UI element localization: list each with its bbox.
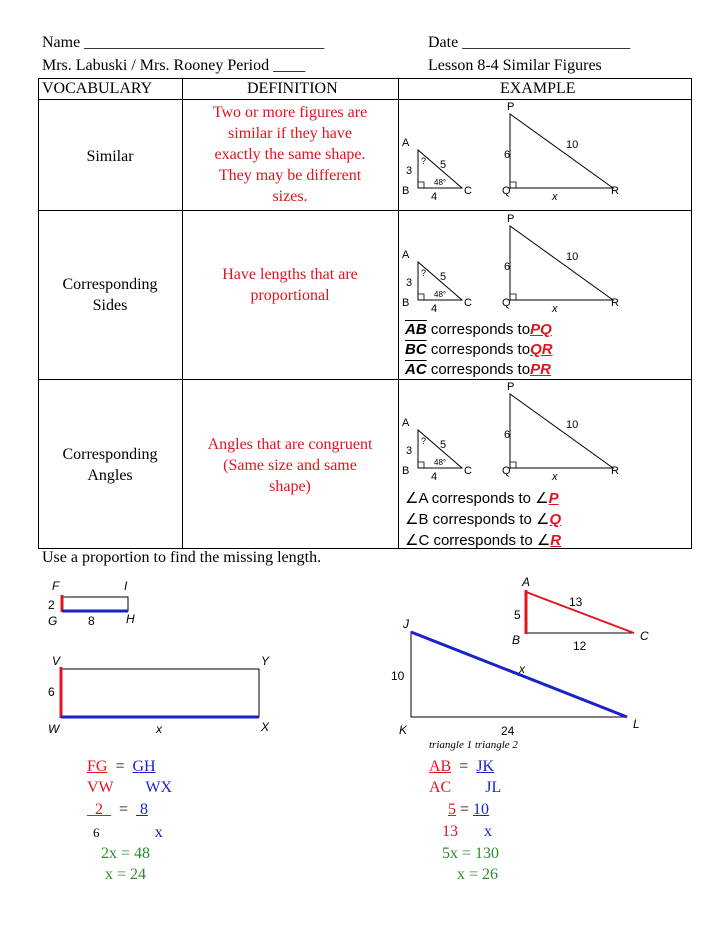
svg-text:8: 8 [88,614,95,628]
equation-answer: x = 24 [105,866,147,883]
definition-corresponding-angles: Angles that are congruent (Same size and same shape) [207,436,373,495]
value-8: 8 [140,801,149,818]
svg-text:4: 4 [431,303,438,315]
svg-text:P: P [507,382,515,393]
svg-text:2: 2 [48,598,55,612]
svg-text:W: W [48,722,60,736]
similar-right-triangles-figure [385,572,665,742]
svg-text:48°: 48° [434,458,447,467]
svg-text:R: R [611,185,619,197]
svg-text:4: 4 [431,191,438,203]
svg-text:x: x [519,662,525,676]
value-5: 5 [448,801,456,818]
svg-text:C: C [464,297,472,309]
svg-text:C: C [640,629,649,643]
svg-text:A: A [522,575,531,589]
svg-text:L: L [633,717,640,731]
col-header-vocabulary: VOCABULARY [42,80,153,97]
svg-text:10: 10 [391,669,405,683]
svg-text:?: ? [421,268,427,278]
ratio-jk: JK [476,758,495,775]
lesson-title: Lesson 8-4 Similar Figures [428,57,602,74]
definition-similar: Two or more figures are similar if they have exactly the same shape. They may be different sizes. [212,104,368,205]
equation-answer-2: x = 26 [457,866,499,883]
side-statement-ab: $\overline{AB}$ corresponds toPQ [405,321,552,338]
ratio-jl: JL [485,779,502,796]
svg-text:V: V [52,654,61,668]
svg-text:H: H [126,612,135,626]
svg-text:x: x [552,471,558,483]
svg-text:B: B [402,185,410,197]
svg-text:x: x [156,722,162,736]
similar-triangles-example-3 [398,382,690,486]
svg-text:48°: 48° [434,290,447,299]
svg-text:I: I [124,579,128,593]
svg-text:K: K [399,723,408,737]
term-corresponding-sides: Corresponding Sides [62,276,158,314]
ratio-wx: WX [145,779,173,796]
ratio-ac: AC [429,779,452,796]
similar-triangles-example-1 [398,100,690,208]
similar-triangles-example-2 [398,212,690,320]
svg-text:3: 3 [406,165,413,177]
name-line: Name ______________________________ [42,34,325,51]
svg-text:A: A [402,137,410,149]
svg-text:13: 13 [569,595,583,609]
svg-text:Q: Q [502,465,511,477]
equation-cross-multiply-2: 5x = 130 [442,845,500,862]
svg-text:C: C [464,465,472,477]
svg-text:6: 6 [504,429,511,441]
teacher-period: Mrs. Labuski / Mrs. Rooney Period ____ [42,57,306,74]
angles-correspondence-list [405,488,561,551]
svg-text:x: x [552,191,558,203]
svg-text:X: X [261,720,270,734]
svg-text:Q: Q [502,185,511,197]
svg-text:5: 5 [514,608,521,622]
svg-text:J: J [403,617,409,631]
angle-statement-b: ∠B corresponds to ∠Q [405,511,562,528]
svg-text:10: 10 [566,251,579,263]
term-corresponding-angles: Corresponding Angles [62,446,158,484]
similar-rectangles-figure [40,576,290,736]
svg-text:B: B [402,297,410,309]
ratio-fg: FG [87,758,108,775]
col-header-example: EXAMPLE [500,80,576,97]
svg-text:48°: 48° [434,178,447,187]
svg-text:3: 3 [406,445,413,457]
svg-text:5: 5 [440,271,447,283]
svg-text:R: R [611,297,619,309]
svg-text:A: A [402,417,410,429]
svg-text:B: B [512,633,521,647]
svg-text:10: 10 [566,139,579,151]
svg-text:A: A [402,249,410,261]
value-13: 13 [442,823,458,840]
ratio-vw: VW [87,779,114,796]
triangle-caption: triangle 1 triangle 2 [429,739,518,751]
svg-text:12: 12 [573,639,587,653]
value-x: x [154,824,163,841]
svg-text:Y: Y [261,654,270,668]
ratio-gh: GH [132,758,156,775]
svg-text:24: 24 [501,724,515,738]
svg-text:P: P [507,213,515,225]
svg-text:B: B [402,465,410,477]
value-2: 2 [95,801,103,818]
svg-text:C: C [464,185,472,197]
angle-statement-c: ∠C corresponds to ∠R [405,532,562,549]
svg-text:R: R [611,465,619,477]
svg-text:F: F [52,579,60,593]
svg-text:Q: Q [502,297,511,309]
svg-text:?: ? [421,436,427,446]
side-statement-bc: $\overline{BC}$ corresponds toQR [405,341,553,358]
svg-text:?: ? [421,156,427,166]
svg-text:x: x [552,303,558,315]
svg-text:3: 3 [406,277,413,289]
svg-text:G: G [48,614,58,628]
svg-text:6: 6 [504,149,511,161]
ratio-ab: AB [429,758,452,775]
sides-correspondence-list [405,320,553,380]
svg-text:6: 6 [504,261,511,273]
problem-prompt: Use a proportion to find the missing length. [42,549,322,566]
definition-corresponding-sides: Have lengths that are proportional [222,266,358,304]
equation-cross-multiply: 2x = 48 [101,845,151,862]
value-6: 6 [93,825,100,840]
svg-text:10: 10 [566,419,579,431]
date-line: Date _____________________ [428,34,631,51]
svg-text:5: 5 [440,439,447,451]
svg-text:P: P [507,101,515,113]
angle-statement-a: ∠A corresponds to ∠P [405,490,559,507]
value-x-2: x [484,823,492,840]
svg-text:4: 4 [431,471,438,483]
side-statement-ac: $\overline{AC}$ corresponds toPR [405,361,551,378]
svg-text:5: 5 [440,159,447,171]
col-header-definition: DEFINITION [247,80,338,97]
value-10: 10 [473,801,490,818]
term-similar: Similar [86,148,134,165]
svg-text:6: 6 [48,685,55,699]
